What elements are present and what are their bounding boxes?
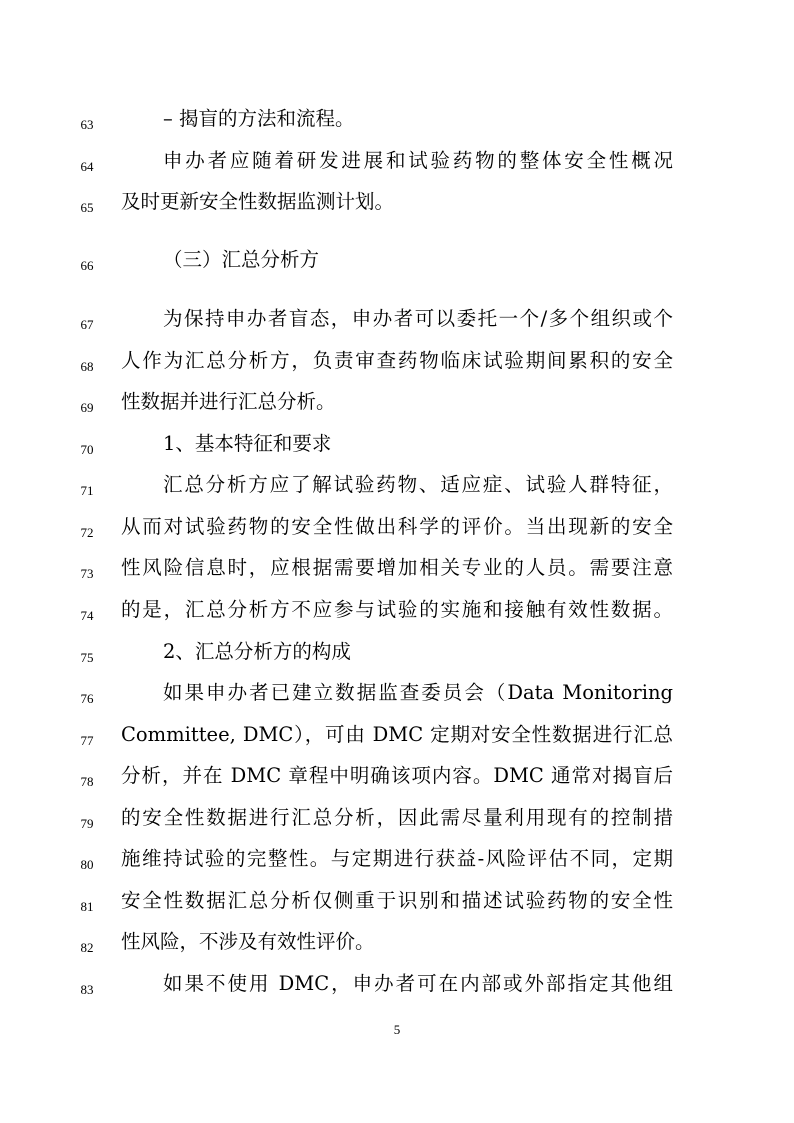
text-line-77	[0, 719, 794, 751]
text-line-68	[0, 345, 794, 377]
line-text: Committee, DMC），可由 DMC 定期对安全性数据进行汇总	[121, 723, 673, 746]
line-number: 71	[80, 483, 94, 498]
line-number: 80	[80, 857, 94, 872]
text-line-79	[0, 802, 794, 834]
line-text: 人作为汇总分析方，负责审查药物临床试验期间累积的安全	[121, 349, 673, 372]
line-number: 81	[80, 899, 94, 914]
line-number: 78	[80, 774, 94, 789]
line-number: 69	[80, 400, 94, 415]
line-number: 74	[80, 608, 94, 623]
text-line-81	[0, 885, 794, 917]
line-text: 性数据并进行汇总分析。	[121, 390, 336, 413]
text-line-78	[0, 760, 794, 792]
text-line-71	[0, 469, 794, 501]
text-line-65	[0, 186, 794, 218]
line-number: 68	[80, 359, 94, 374]
text-line-76	[0, 677, 794, 709]
line-text: 的安全性数据进行汇总分析，因此需尽量利用现有的控制措	[121, 806, 673, 829]
text-line-64	[0, 145, 794, 177]
subheading-line-75	[0, 636, 794, 668]
line-text: 汇总分析方应了解试验药物、适应症、试验人群特征，	[163, 473, 673, 496]
line-number: 75	[80, 650, 94, 665]
line-number: 83	[80, 982, 94, 997]
section-heading-line-66	[0, 244, 794, 276]
text-line-73	[0, 552, 794, 584]
line-text: 申办者应随着研发进展和试验药物的整体安全性概况	[163, 149, 673, 172]
line-text: 的是，汇总分析方不应参与试验的实施和接触有效性数据。	[121, 598, 673, 621]
line-number: 73	[80, 566, 94, 581]
line-number: 63	[80, 117, 94, 132]
line-number: 66	[80, 258, 94, 273]
line-number: 79	[80, 816, 94, 831]
page-number: 5	[393, 1022, 401, 1037]
text-line-67	[0, 303, 794, 335]
line-text: 为保持申办者盲态，申办者可以委托一个/多个组织或个	[163, 307, 673, 330]
line-number: 67	[80, 317, 94, 332]
text-line-83	[0, 968, 794, 1000]
line-number: 65	[80, 200, 94, 215]
line-text: 施维持试验的完整性。与定期进行获益-风险评估不同，定期	[121, 847, 673, 870]
line-number: 64	[80, 159, 94, 174]
line-number: 72	[80, 525, 94, 540]
line-text: 性风险信息时，应根据需要增加相关专业的人员。需要注意	[121, 556, 673, 579]
line-number: 76	[80, 691, 94, 706]
subheading: 1、基本特征和要求	[163, 432, 332, 455]
text-line-69	[0, 386, 794, 418]
section-heading: （三）汇总分析方	[163, 248, 320, 271]
line-text: 从而对试验药物的安全性做出科学的评价。当出现新的安全	[121, 515, 673, 538]
subheading: 2、汇总分析方的构成	[163, 640, 351, 663]
text-line-80	[0, 843, 794, 875]
line-number: 70	[80, 442, 94, 457]
line-text: 如果不使用 DMC，申办者可在内部或外部指定其他组	[163, 972, 673, 995]
line-text: 性风险，不涉及有效性评价。	[121, 930, 375, 953]
line-number: 82	[80, 940, 94, 955]
line-text: 如果申办者已建立数据监查委员会（Data Monitoring	[163, 681, 673, 704]
line-text: – 揭盲的方法和流程。	[163, 107, 355, 130]
text-line-72	[0, 511, 794, 543]
line-text: 分析，并在 DMC 章程中明确该项内容。DMC 通常对揭盲后	[121, 764, 673, 787]
text-line-63	[0, 103, 794, 135]
line-number: 77	[80, 733, 94, 748]
text-line-82	[0, 926, 794, 958]
line-text: 及时更新安全性数据监测计划。	[121, 190, 395, 213]
line-text: 安全性数据汇总分析仅侧重于识别和描述试验药物的安全性	[121, 889, 673, 912]
subheading-line-70	[0, 428, 794, 460]
text-line-74	[0, 594, 794, 626]
